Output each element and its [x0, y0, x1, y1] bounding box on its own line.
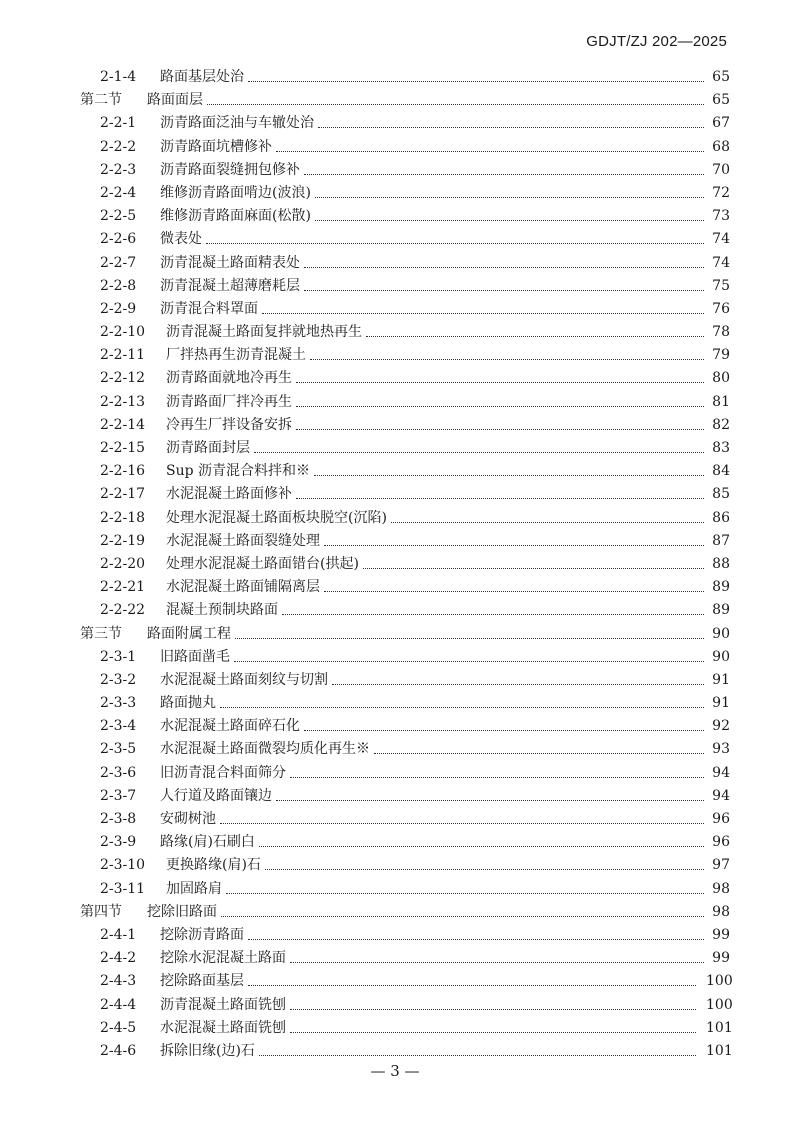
toc-leader-dots [220, 707, 704, 708]
toc-entry-row [80, 252, 730, 275]
toc-entry-row [80, 112, 730, 135]
toc-entry-number: 2-3-4 [100, 718, 137, 735]
toc-entry-row [80, 1017, 733, 1040]
toc-entry-row [80, 228, 730, 251]
toc-leader-dots [276, 151, 704, 152]
toc-entry-number: 2-2-4 [100, 184, 137, 201]
toc-leader-dots [304, 290, 704, 291]
toc-entry-title: 拆除旧缘(边)石 [160, 1042, 255, 1059]
toc-entry-page: 91 [712, 695, 730, 712]
toc-entry-page: 94 [712, 787, 730, 804]
toc-entry-title: 沥青路面泛油与车辙处治 [160, 115, 314, 132]
toc-entry-title: 沥青混凝土路面铣刨 [160, 996, 286, 1013]
document-code: GDJT/ZJ 202—2025 [586, 33, 727, 50]
toc-entry-row [80, 831, 730, 854]
toc-entry-row [80, 924, 730, 947]
toc-entry-row [80, 599, 730, 622]
toc-entry-number: 2-3-7 [100, 787, 137, 804]
toc-entry-number: 2-2-17 [100, 486, 146, 503]
toc-entry-title: 沥青路面就地冷再生 [166, 370, 292, 387]
toc-entry-row [80, 321, 730, 344]
toc-entry-page: 96 [712, 834, 730, 851]
toc-entry-title: 沥青混凝土路面精表处 [160, 254, 300, 271]
toc-entry-title: 沥青路面裂缝拥包修补 [160, 161, 300, 178]
toc-leader-dots [248, 985, 696, 986]
toc-entry-page: 74 [712, 254, 730, 271]
toc-leader-dots [310, 359, 704, 360]
toc-entry-row [80, 994, 733, 1017]
toc-leader-dots [314, 475, 704, 476]
toc-leader-dots [374, 753, 704, 754]
toc-entry-title: 水泥混凝土路面修补 [166, 486, 292, 503]
toc-entry-number: 2-2-5 [100, 208, 137, 225]
toc-entry-title: 处理水泥混凝土路面错台(拱起) [166, 555, 359, 572]
toc-entry-page: 87 [712, 532, 730, 549]
toc-entry-number: 2-2-16 [100, 463, 146, 480]
toc-entry-row [80, 715, 730, 738]
toc-entry-title: 挖除路面基层 [160, 973, 244, 990]
toc-entry-number: 2-3-9 [100, 834, 137, 851]
toc-entry-number: 第二节 [80, 92, 122, 109]
toc-entry-page: 68 [712, 138, 730, 155]
toc-leader-dots [304, 730, 704, 731]
toc-entry-page: 65 [712, 69, 730, 85]
toc-entry-number: 2-2-19 [100, 532, 146, 549]
toc-entry-page: 96 [712, 811, 730, 827]
toc-entry-title: 沥青混凝土路面复拌就地热再生 [166, 324, 362, 341]
toc-entry-number: 2-3-10 [100, 857, 146, 874]
toc-entry-row [80, 298, 730, 321]
toc-leader-dots [265, 869, 704, 870]
toc-entry-page: 99 [712, 950, 730, 967]
toc-entry-row [80, 669, 730, 692]
toc-entry-title: 维修沥青路面啃边(波浪) [160, 184, 311, 201]
toc-entry-number: 2-2-21 [100, 579, 146, 596]
toc-entry-row [80, 576, 730, 599]
toc-entry-page: 73 [712, 208, 730, 225]
toc-leader-dots [315, 220, 704, 221]
toc-entry-number: 2-2-7 [100, 254, 137, 271]
toc-leader-dots [296, 429, 704, 430]
toc-entry-title: 水泥混凝土路面铺隔离层 [166, 579, 320, 596]
toc-leader-dots [304, 267, 704, 268]
toc-leader-dots [290, 777, 704, 778]
toc-entry-title: 旧路面凿毛 [160, 648, 230, 665]
toc-entry-number: 2-3-11 [100, 880, 146, 897]
toc-entry-title: 处理水泥混凝土路面板块脱空(沉陷) [166, 509, 387, 526]
toc-entry-title: 挖除旧路面 [147, 903, 217, 920]
toc-entry-row [80, 205, 730, 228]
toc-entry-row [80, 414, 730, 437]
toc-entry-number: 2-2-2 [100, 138, 137, 155]
toc-entry-page: 94 [712, 764, 730, 781]
toc-entry-page: 85 [712, 486, 730, 503]
toc-entry-page: 93 [712, 741, 730, 758]
toc-entry-title: 路面面层 [147, 92, 203, 109]
toc-entry-number: 2-2-8 [100, 277, 137, 294]
toc-entry-page: 98 [712, 903, 730, 920]
toc-leader-dots [363, 568, 704, 569]
toc-entry-row [80, 344, 730, 367]
toc-entry-number: 2-2-13 [100, 393, 146, 410]
toc-entry-row [80, 136, 730, 159]
toc-entry-title: 沥青路面封层 [166, 440, 250, 456]
toc-leader-dots [221, 916, 704, 917]
toc-leader-dots [235, 638, 704, 639]
toc-entry-title: 加固路肩 [166, 880, 222, 897]
toc-leader-dots [318, 127, 704, 128]
toc-entry-page: 83 [712, 440, 730, 456]
toc-entry-page: 90 [712, 625, 730, 642]
toc-entry-page: 72 [712, 184, 730, 201]
toc-entry-row [80, 785, 730, 808]
toc-entry-title: 路面附属工程 [147, 625, 231, 642]
toc-leader-dots [276, 800, 704, 801]
toc-entry-title: 沥青混合料罩面 [160, 300, 258, 317]
toc-entry-row [80, 738, 730, 761]
toc-entry-number: 2-4-3 [100, 973, 137, 990]
toc-entry-title: 水泥混凝土路面铣刨 [160, 1019, 286, 1036]
toc-leader-dots [248, 81, 704, 82]
toc-entry-title: 水泥混凝土路面裂缝处理 [166, 532, 320, 549]
toc-entry-row [80, 460, 730, 483]
toc-entry-number: 2-3-6 [100, 764, 137, 781]
toc-entry-number: 2-4-1 [100, 926, 137, 943]
toc-entry-title: 混凝土预制块路面 [166, 602, 278, 619]
toc-entry-title: 沥青混凝土超薄磨耗层 [160, 277, 300, 294]
toc-leader-dots [262, 313, 704, 314]
toc-entry-page: 101 [706, 1042, 733, 1059]
toc-entry-title: 水泥混凝土路面刻纹与切割 [160, 671, 328, 688]
toc-leader-dots [332, 684, 704, 685]
toc-entry-page: 86 [712, 509, 730, 526]
toc-entry-title: 更换路缘(肩)石 [166, 857, 261, 874]
toc-entry-page: 99 [712, 926, 730, 943]
toc-entry-number: 2-2-14 [100, 416, 146, 433]
toc-entry-number: 2-3-3 [100, 695, 137, 712]
toc-leader-dots [296, 498, 704, 499]
toc-entry-title: 微表处 [160, 231, 202, 248]
toc-entry-number: 2-2-9 [100, 300, 137, 317]
toc-entry-page: 101 [706, 1019, 733, 1036]
toc-leader-dots [290, 1009, 696, 1010]
toc-section-row [80, 901, 730, 924]
toc-leader-dots [296, 382, 704, 383]
toc-entry-row [80, 275, 730, 298]
toc-leader-dots [259, 1055, 696, 1056]
toc-entry-number: 第三节 [80, 625, 122, 642]
toc-entry-row [80, 878, 730, 901]
toc-entry-page: 74 [712, 231, 730, 248]
toc-entry-number: 2-2-6 [100, 231, 137, 248]
toc-leader-dots [254, 452, 704, 453]
toc-entry-page: 65 [712, 92, 730, 109]
toc-entry-number: 第四节 [80, 903, 122, 920]
toc-entry-row [80, 646, 730, 669]
toc-leader-dots [226, 893, 704, 894]
toc-entry-row [80, 66, 730, 89]
toc-entry-title: 路面抛丸 [160, 695, 216, 712]
toc-entry-page: 92 [712, 718, 730, 735]
toc-leader-dots [391, 522, 704, 523]
toc-entry-row [80, 530, 730, 553]
toc-leader-dots [220, 823, 704, 824]
toc-entry-page: 75 [712, 277, 730, 294]
toc-leader-dots [290, 962, 704, 963]
toc-leader-dots [296, 406, 704, 407]
toc-entry-row [80, 159, 730, 182]
toc-leader-dots [248, 939, 704, 940]
page-number: — 3 — [370, 1062, 420, 1080]
toc-entry-row [80, 854, 730, 877]
toc-leader-dots [207, 104, 704, 105]
toc-leader-dots [315, 197, 704, 198]
toc-entry-row [80, 1040, 733, 1063]
toc-entry-page: 79 [712, 347, 730, 364]
toc-entry-number: 2-2-11 [100, 347, 146, 364]
toc-entry-title: 路面基层处治 [160, 69, 244, 85]
toc-entry-page: 97 [712, 857, 730, 874]
toc-entry-page: 88 [712, 555, 730, 572]
toc-entry-row [80, 947, 730, 970]
toc-entry-page: 100 [706, 973, 733, 990]
toc-entry-number: 2-4-6 [100, 1042, 137, 1059]
toc-entry-number: 2-1-4 [100, 69, 137, 85]
toc-entry-number: 2-2-1 [100, 115, 137, 132]
toc-entry-page: 80 [712, 370, 730, 387]
toc-entry-title: 人行道及路面镶边 [160, 787, 272, 804]
toc-entry-number: 2-2-12 [100, 370, 146, 387]
toc-entry-row [80, 182, 730, 205]
toc-entry-title: 挖除水泥混凝土路面 [160, 950, 286, 967]
toc-entry-title: 安砌树池 [160, 811, 216, 827]
toc-entry-page: 98 [712, 880, 730, 897]
toc-entry-number: 2-2-15 [100, 440, 146, 456]
toc-leader-dots [206, 243, 704, 244]
toc-entry-row [80, 808, 730, 831]
toc-entry-number: 2-4-2 [100, 950, 137, 967]
toc-leader-dots [259, 846, 704, 847]
toc-entry-number: 2-2-20 [100, 555, 146, 572]
toc-entry-title: 冷再生厂拌设备安拆 [166, 416, 292, 433]
toc-entry-number: 2-3-1 [100, 648, 137, 665]
toc-entry-number: 2-3-8 [100, 811, 137, 827]
toc-entry-title: 挖除沥青路面 [160, 926, 244, 943]
toc-entry-number: 2-2-3 [100, 161, 137, 178]
toc-entry-title: 维修沥青路面麻面(松散) [160, 208, 311, 225]
toc-entry-title: 水泥混凝土路面碎石化 [160, 718, 300, 735]
toc-entry-title: 沥青路面厂拌冷再生 [166, 393, 292, 410]
toc-entry-number: 2-4-4 [100, 996, 137, 1013]
toc-entry-title: Sup 沥青混合料拌和※ [166, 463, 311, 480]
toc-entry-row [80, 553, 730, 576]
toc-section-row [80, 623, 730, 646]
toc-leader-dots [366, 336, 704, 337]
toc-leader-dots [234, 661, 704, 662]
toc-entry-row [80, 507, 730, 530]
toc-entry-row [80, 762, 730, 785]
toc-entry-number: 2-2-10 [100, 324, 146, 341]
toc-entry-title: 沥青路面坑槽修补 [160, 138, 272, 155]
toc-entry-row [80, 692, 730, 715]
toc-entry-page: 82 [712, 416, 730, 433]
toc-entry-page: 67 [712, 115, 730, 132]
toc-entry-row [80, 391, 730, 414]
toc-entry-row [80, 970, 733, 993]
toc-entry-page: 70 [712, 161, 730, 178]
toc-entry-number: 2-4-5 [100, 1019, 137, 1036]
toc-section-row [80, 89, 730, 112]
toc-entry-page: 90 [712, 648, 730, 665]
toc-entry-page: 91 [712, 671, 730, 688]
toc-entry-number: 2-2-22 [100, 602, 146, 619]
toc-entry-row [80, 483, 730, 506]
toc-entry-title: 旧沥青混合料面筛分 [160, 764, 286, 781]
toc-leader-dots [324, 545, 704, 546]
toc-leader-dots [304, 174, 704, 175]
toc-entry-page: 89 [712, 579, 730, 596]
toc-entry-page: 84 [712, 463, 730, 480]
toc-entry-row [80, 437, 730, 460]
toc-entry-page: 89 [712, 602, 730, 619]
toc-leader-dots [282, 614, 704, 615]
toc-leader-dots [290, 1032, 696, 1033]
toc-entry-title: 路缘(肩)石刷白 [160, 834, 255, 851]
toc-entry-page: 78 [712, 324, 730, 341]
toc-entry-number: 2-2-18 [100, 509, 146, 526]
toc-entry-page: 81 [712, 393, 730, 410]
toc-entry-page: 100 [706, 996, 733, 1013]
toc-entry-number: 2-3-5 [100, 741, 137, 758]
toc-entry-title: 厂拌热再生沥青混凝土 [166, 347, 306, 364]
toc-entry-page: 76 [712, 300, 730, 317]
toc-entry-row [80, 367, 730, 390]
table-of-contents [80, 66, 733, 1063]
toc-entry-title: 水泥混凝土路面微裂均质化再生※ [160, 741, 370, 758]
toc-leader-dots [324, 591, 704, 592]
toc-entry-number: 2-3-2 [100, 671, 137, 688]
